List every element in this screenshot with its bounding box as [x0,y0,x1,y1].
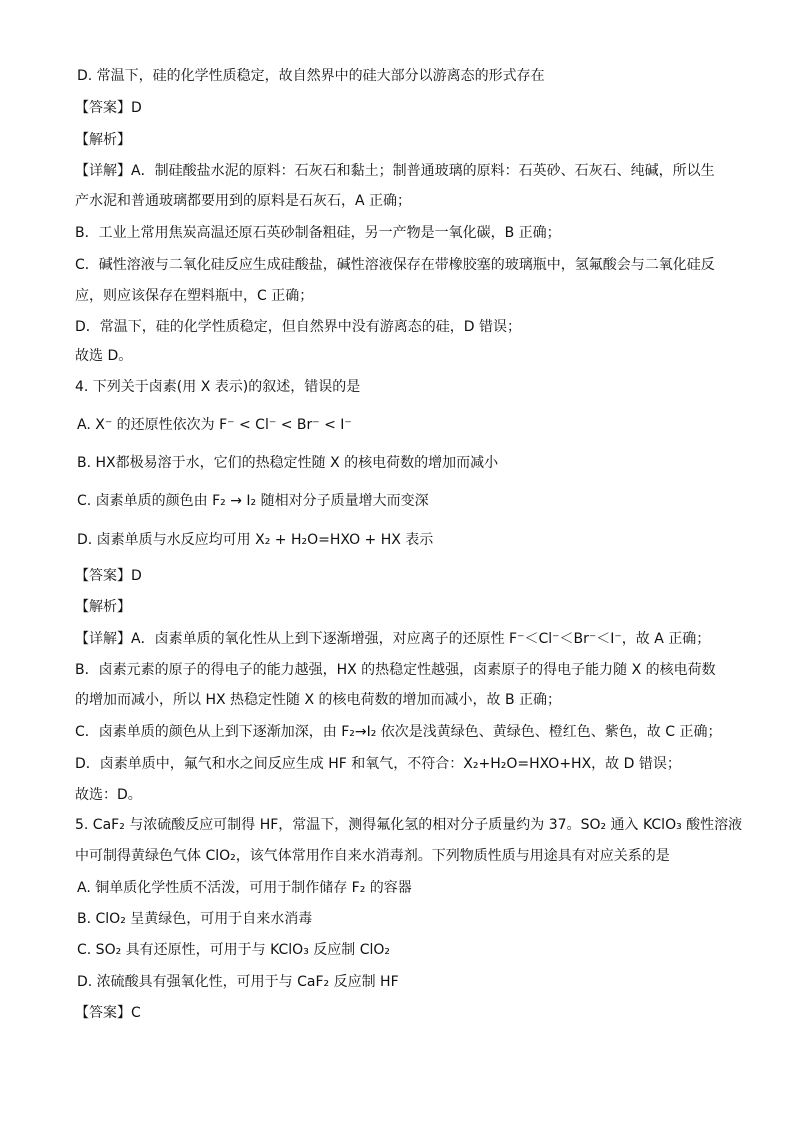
q3-detail-line: 应，则应该保存在塑料瓶中，C 正确； [75,288,314,304]
q3-conclusion: 故选 D。 [75,348,133,364]
q4-stem: 4. 下列关于卤素(用 X 表示)的叙述，错误的是 [75,379,361,395]
q5-option-c: C. SO₂ 具有还原性，可用于与 KClO₃ 反应制 ClO₂ [77,942,391,958]
q3-detail-line: B．工业上常用焦炭高温还原石英砂制备粗硅，另一产物是一氧化碳，B 正确； [75,225,561,241]
q3-detail-line: 产水泥和普通玻璃都要用到的原料是石灰石，A 正确； [75,193,412,209]
q3-answer: 【答案】D [75,100,142,116]
q3-detail-line: D．常温下，硅的化学性质稳定，但自然界中没有游离态的硅，D 错误； [75,319,522,335]
q4-conclusion: 故选：D。 [75,787,142,803]
q4-detail-line: 【详解】A．卤素单质的氧化性从上到下逐渐增强，对应离子的还原性 F⁻＜Cl⁻＜Br⁻＜I⁻，故 A 正确； [75,631,711,647]
q3-detail-line: 【详解】A．制硅酸盐水泥的原料：石灰石和黏土；制普通玻璃的原料：石英砂、石灰石、纯碱，所以生 [75,163,715,179]
q4-analysis-label: 【解析】 [75,599,131,615]
q5-stem: 中可制得黄绿色气体 ClO₂，该气体常用作自来水消毒剂。下列物质性质与用途具有对应关系的是 [75,848,670,864]
q4-option-b: B. HX都极易溶于水，它们的热稳定性随 X 的核电荷数的增加而减小 [77,455,499,471]
q4-detail-line: D．卤素单质中，氟气和水之间反应生成 HF 和氧气，不符合：X₂+H₂O=HXO+HX，故 D 错误； [75,756,681,772]
q5-option-a: A. 铜单质化学性质不活泼，可用于制作储存 F₂ 的容器 [77,880,412,896]
q3-option-d: D. 常温下，硅的化学性质稳定，故自然界中的硅大部分以游离态的形式存在 [77,68,545,84]
q5-stem: 5. CaF₂ 与浓硫酸反应可制得 HF，常温下，测得氟化氢的相对分子质量约为 37。SO₂ 通入 KClO₃ 酸性溶液 [75,817,743,833]
q4-option-c: C. 卤素单质的颜色由 F₂ → I₂ 随相对分子质量增大而变深 [77,493,429,509]
q5-option-d: D. 浓硫酸具有强氧化性，可用于与 CaF₂ 反应制 HF [77,974,399,990]
q4-detail-line: B．卤素元素的原子的得电子的能力越强，HX 的热稳定性越强，卤素原子的得电子能力随 X 的核电荷数 [75,662,716,678]
q4-detail-line: C．卤素单质的颜色从上到下逐渐加深，由 F₂→I₂ 依次是浅黄绿色、黄绿色、橙红色、紫色，故 C 正确； [75,724,722,740]
q5-answer: 【答案】C [75,1005,141,1021]
q4-answer: 【答案】D [75,568,142,584]
q4-detail-line: 的增加而减小，所以 HX 热稳定性随 X 的核电荷数的增加而减小，故 B 正确； [75,692,562,708]
q3-detail-line: C．碱性溶液与二氧化硅反应生成硅酸盐，碱性溶液保存在带橡胶塞的玻璃瓶中，氢氟酸会与二氧化硅反 [75,257,715,273]
q4-option-a: A. X⁻ 的还原性依次为 F⁻ < Cl⁻ < Br⁻ < I⁻ [77,417,352,433]
q4-option-d: D. 卤素单质与水反应均可用 X₂ + H₂O=HXO + HX 表示 [77,532,434,548]
q3-analysis-label: 【解析】 [75,132,131,148]
q5-option-b: B. ClO₂ 呈黄绿色，可用于自来水消毒 [77,911,313,927]
